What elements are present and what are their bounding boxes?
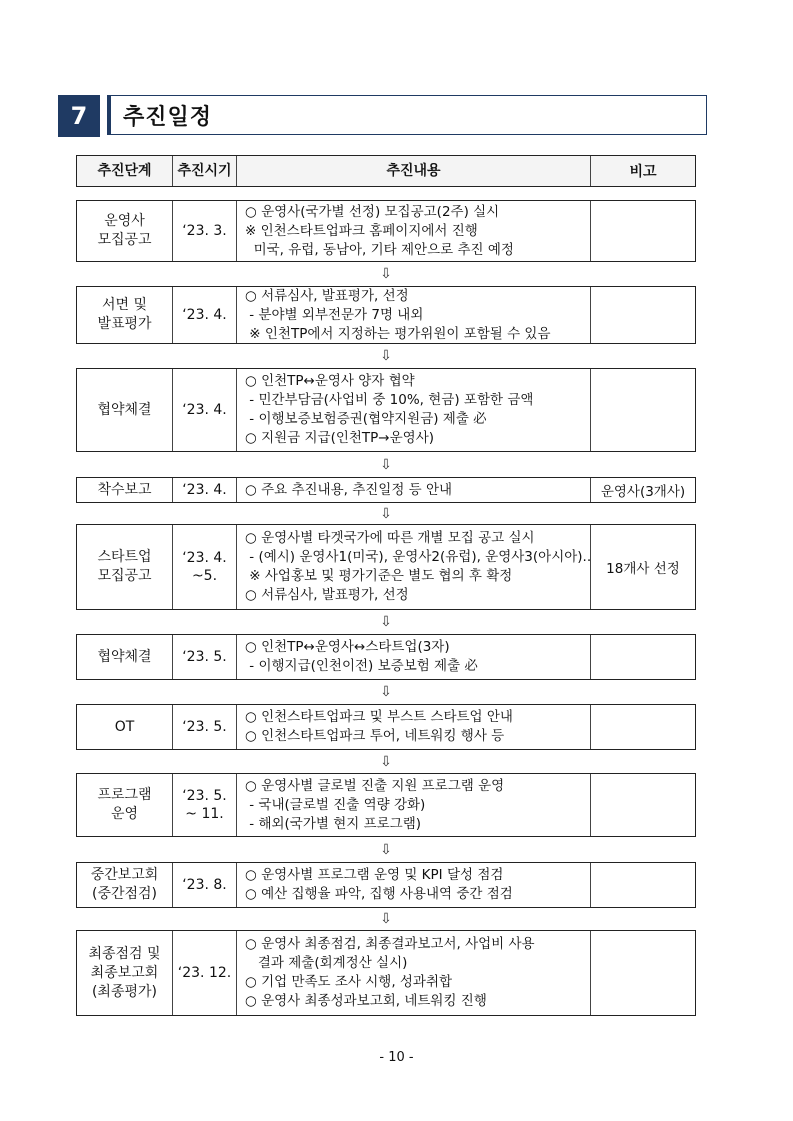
period-cell	[173, 635, 237, 679]
note-cell	[591, 863, 695, 907]
period-text: ‘23. 12.	[177, 965, 232, 981]
stage-cell	[77, 369, 173, 451]
table-row	[76, 704, 696, 750]
stage-text: 서면 및	[101, 297, 147, 313]
stage-text: 발표평가	[97, 316, 152, 332]
stage-text: 협약체결	[97, 648, 152, 665]
header-period: 추진시기	[173, 156, 237, 186]
period-text: ‘23. 4.	[182, 307, 227, 323]
content-line: ○ 지원금 지급(인천TP→운영사)	[245, 430, 435, 446]
content-line: ○ 인천스타트업파크 및 부스트 스타트업 안내	[245, 709, 513, 725]
stage-cell	[77, 705, 173, 749]
period-text: ‘23. 3.	[182, 223, 227, 239]
period-cell	[173, 201, 237, 261]
table-row	[76, 773, 696, 837]
content-line: ○ 운영사(국가별 선정) 모집공고(2주) 실시	[245, 203, 500, 220]
content-line: - 민간부담금(사업비 중 10%, 현금) 포함한 금액	[245, 392, 534, 408]
content-line: - 해외(국가별 현지 프로그램)	[245, 815, 422, 832]
stage-cell	[77, 635, 173, 679]
table-row	[76, 862, 696, 908]
content-cell	[237, 478, 591, 502]
section-number: 7	[58, 95, 100, 137]
stage-text: 운영	[110, 806, 139, 822]
stage-text: 최종점검 및	[88, 945, 161, 962]
note-cell: 18개사 선정	[606, 561, 680, 577]
content-line: ※ 인천스타트업파크 홈페이지에서 진행	[245, 222, 478, 239]
flow-arrow-icon: ⇩	[380, 614, 392, 630]
note-cell	[591, 369, 695, 451]
flow-arrow-icon: ⇩	[380, 684, 392, 700]
content-line: ○ 운영사별 프로그램 운영 및 KPI 달성 점검	[245, 867, 504, 883]
content-cell	[237, 201, 591, 261]
period-text: ‘23. 4.	[182, 402, 227, 418]
content-line: ○ 운영사 최종성과보고회, 네트워킹 진행	[245, 993, 487, 1009]
content-line: - 국내(글로벌 진출 역량 강화)	[245, 796, 426, 813]
period-text: ‘23. 5.	[182, 649, 227, 665]
content-line: - 이행보증보험증권(협약지원금) 제출 必	[245, 411, 487, 427]
stage-cell	[77, 478, 173, 502]
period-cell	[173, 863, 237, 907]
period-cell	[173, 705, 237, 749]
stage-text: 프로그램	[97, 787, 152, 803]
stage-text: 모집공고	[97, 568, 152, 584]
flow-arrow-icon: ⇩	[380, 841, 392, 858]
content-line: ※ 인천TP에서 지정하는 평가위원이 포함될 수 있음	[245, 325, 551, 342]
content-line: ※ 사업홍보 및 평가기준은 별도 협의 후 확정	[245, 568, 513, 584]
table-row	[76, 368, 696, 452]
note-cell: 운영사(3개사)	[600, 484, 686, 500]
note-cell	[591, 201, 695, 261]
flow-arrow-icon: ⇩	[380, 266, 392, 282]
note-cell	[591, 931, 695, 1015]
content-cell	[237, 774, 591, 836]
period-text: ~ 11.	[185, 806, 224, 822]
content-line: ○ 예산 집행율 파악, 집행 사용내역 중간 점검	[245, 886, 513, 902]
period-text: ‘23. 5.	[182, 788, 227, 804]
section-title: 추진일정	[123, 104, 213, 130]
content-cell	[237, 287, 591, 343]
period-text: ‘23. 8.	[182, 877, 227, 893]
content-line: ○ 인천스타트업파크 투어, 네트워킹 행사 등	[245, 728, 505, 744]
period-text: ‘23. 5.	[182, 719, 227, 735]
note-cell	[591, 287, 695, 343]
period-cell	[173, 478, 237, 502]
note-cell	[591, 635, 695, 679]
stage-cell	[77, 525, 173, 609]
stage-text: 최종보고회	[90, 964, 159, 981]
content-cell	[237, 863, 591, 907]
period-cell	[173, 774, 237, 836]
stage-text: 모집공고	[97, 232, 152, 248]
content-line: - (예시) 운영사1(미국), 운영사2(유럽), 운영사3(아시아)..	[245, 549, 592, 565]
section-header	[58, 95, 709, 137]
stage-text: (최종평가)	[91, 983, 157, 1000]
period-cell	[173, 369, 237, 451]
content-line: ○ 운영사 최종점검, 최종결과보고서, 사업비 사용	[245, 936, 535, 952]
note-cell	[591, 705, 695, 749]
content-line: ○ 인천TP↔운영사 양자 협약	[245, 373, 415, 389]
table-row	[76, 524, 696, 610]
table-row	[76, 634, 696, 680]
content-cell	[237, 635, 591, 679]
stage-cell	[77, 201, 173, 261]
table-row	[76, 200, 696, 262]
content-line: - 이행지급(인천이전) 보증보험 제출 必	[245, 658, 478, 674]
header-note: 비고	[629, 164, 657, 180]
period-cell	[173, 931, 237, 1015]
table-row	[76, 286, 696, 344]
stage-cell	[77, 774, 173, 836]
content-cell	[237, 369, 591, 451]
note-cell	[591, 774, 695, 836]
flow-arrow-icon: ⇩	[380, 456, 392, 473]
period-cell	[173, 525, 237, 609]
stage-text: 협약체결	[97, 401, 152, 418]
flow-arrow-icon: ⇩	[380, 505, 392, 522]
period-text: ‘23. 4.	[182, 550, 227, 566]
stage-text: 착수보고	[97, 481, 152, 498]
section-title-box	[107, 95, 707, 135]
content-line: ○ 운영사별 타겟국가에 따른 개별 모집 공고 실시	[245, 530, 535, 546]
stage-cell	[77, 863, 173, 907]
content-line: ○ 서류심사, 발표평가, 선정	[245, 587, 409, 603]
table-row	[76, 477, 696, 503]
stage-cell	[77, 287, 173, 343]
period-text: ~5.	[191, 568, 218, 584]
content-cell	[237, 525, 591, 609]
content-line: - 분야별 외부전문가 7명 내외	[245, 306, 424, 323]
content-line: ○ 운영사별 글로벌 진출 지원 프로그램 운영	[245, 777, 505, 794]
page-number: - 10 -	[379, 1050, 414, 1065]
period-cell	[173, 287, 237, 343]
stage-text: 중간보고회	[90, 867, 159, 883]
table-header-row	[76, 155, 696, 187]
flow-arrow-icon: ⇩	[380, 348, 392, 364]
content-cell	[237, 705, 591, 749]
period-text: ‘23. 4.	[182, 482, 227, 498]
content-line: ○ 인천TP↔운영사↔스타트업(3자)	[245, 639, 450, 655]
content-line: ○ 기업 만족도 조사 시행, 성과취합	[245, 974, 453, 990]
flow-arrow-icon: ⇩	[380, 911, 392, 927]
content-line: ○ 서류심사, 발표평가, 선정	[245, 287, 409, 304]
stage-text: (중간점검)	[91, 886, 158, 902]
stage-text: 운영사	[104, 213, 145, 229]
content-line: 결과 제출(회계정산 실시)	[245, 955, 408, 971]
content-cell	[237, 931, 591, 1015]
header-content: 추진내용	[237, 156, 591, 186]
content-line: ○ 주요 추진내용, 추진일정 등 안내	[245, 481, 453, 498]
stage-text: OT	[114, 718, 135, 735]
stage-cell	[77, 931, 173, 1015]
table-row	[76, 930, 696, 1016]
stage-text: 스타트업	[97, 549, 152, 565]
content-line: 미국, 유럽, 동남아, 기타 제안으로 추진 예정	[245, 241, 514, 258]
header-stage: 추진단계	[77, 156, 173, 186]
flow-arrow-icon: ⇩	[380, 753, 392, 770]
